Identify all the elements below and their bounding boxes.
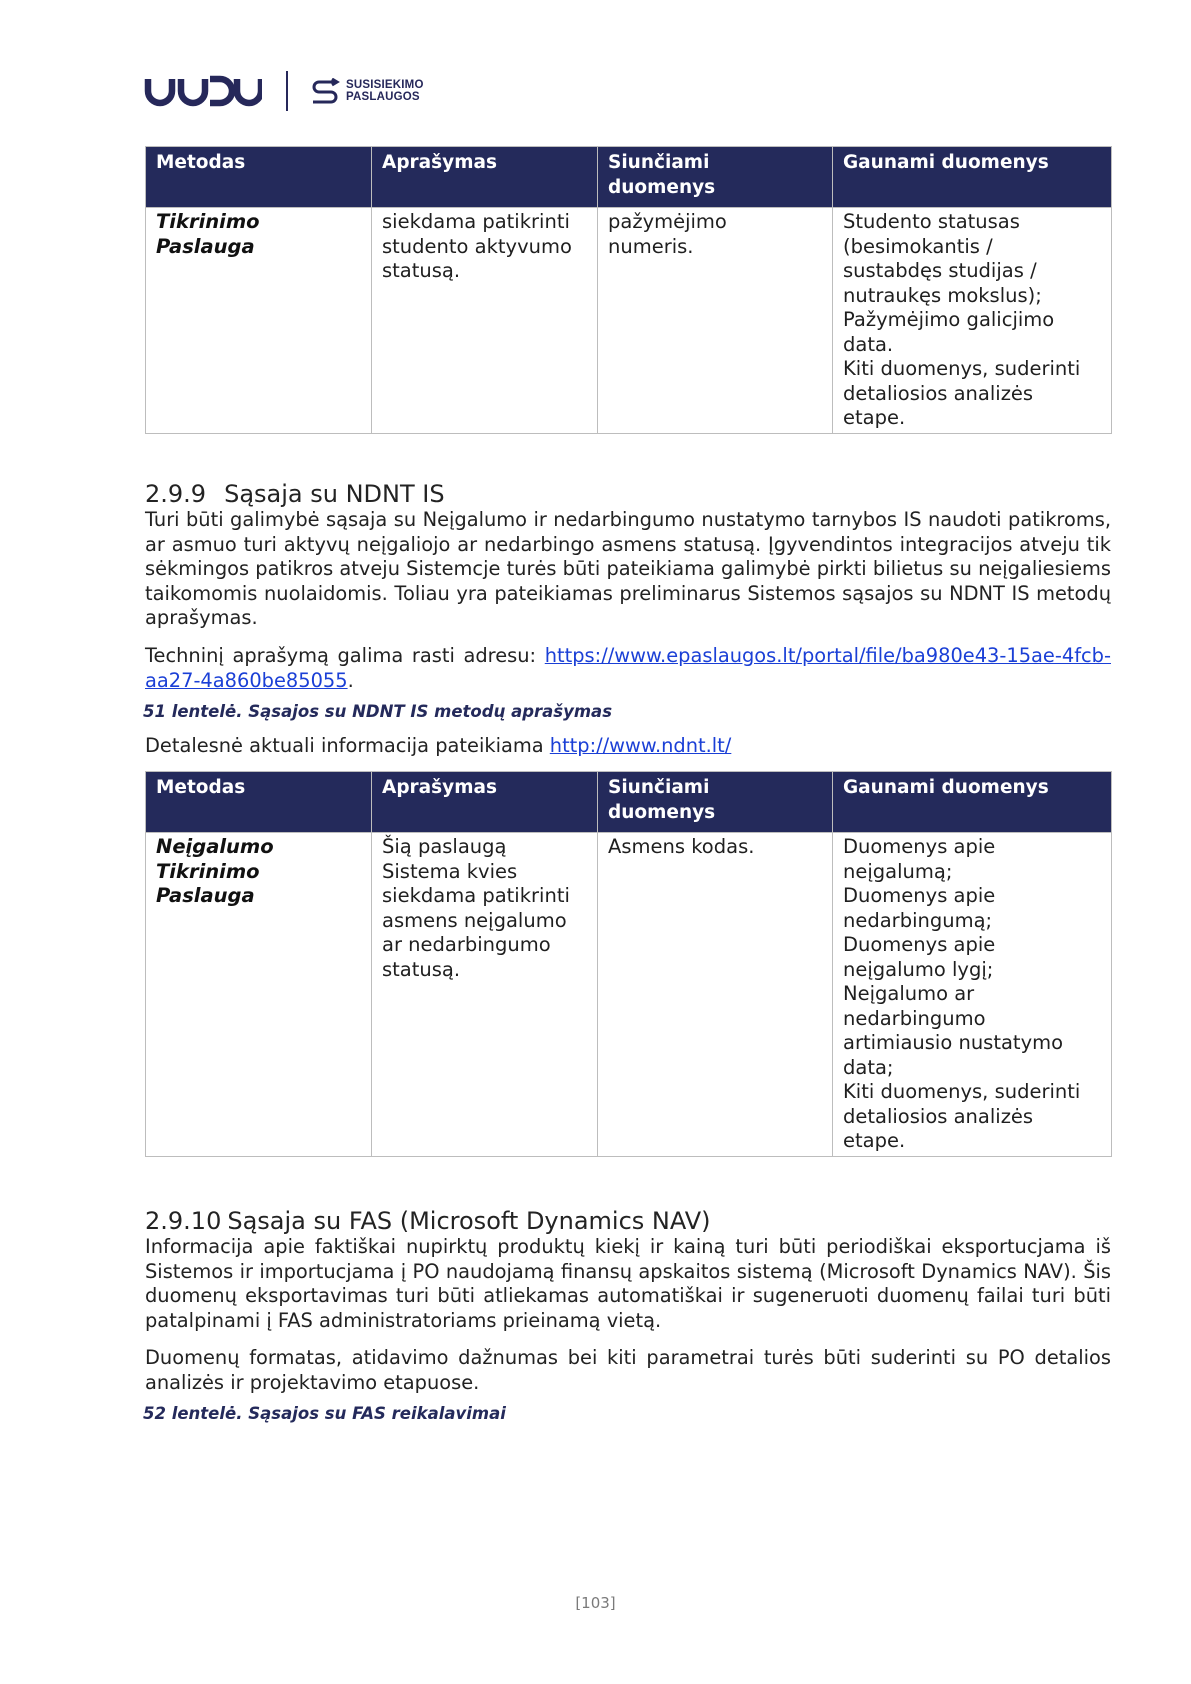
cell-method — [146, 833, 372, 1157]
cell-line: Sistema kvies — [382, 859, 518, 883]
ss-emblem-icon — [310, 78, 340, 104]
cell-line: neįgalumo lygį; — [843, 957, 994, 981]
section-number: 2.9.10 — [145, 1207, 222, 1235]
student-check-table — [145, 146, 1112, 434]
cell-line: studento aktyvumo — [382, 234, 572, 258]
tech-description-link[interactable]: https://www.epaslaugos.lt/portal/file/ba980e43-15ae-4fcb-aa27-4a860be85055 — [145, 644, 1111, 692]
tech-suffix: . — [347, 668, 354, 692]
cell-line: Šią paslaugą — [382, 835, 507, 858]
cell-line: sustabdęs studijas / — [843, 259, 1037, 282]
cell-line: data. — [843, 332, 894, 356]
cell-line: Neįgalumo — [156, 835, 274, 858]
logo-sub-line1: SUSISIEKIMO — [346, 79, 424, 91]
cell-line: Studento statusas — [843, 210, 1020, 233]
cell-description — [372, 833, 598, 1157]
table-row — [146, 833, 1112, 1157]
col-header-method: Metodas — [146, 772, 372, 833]
table-row — [146, 208, 1112, 434]
cell-description — [372, 208, 598, 434]
col-header-received: Gaunami duomenys — [833, 147, 1112, 208]
cell-line: pažymėjimo — [608, 210, 727, 233]
cell-line: siekdama patikrinti — [382, 884, 570, 907]
cell-line: etape. — [843, 406, 906, 429]
judu-logo — [144, 75, 262, 107]
cell-line: etape. — [843, 1129, 906, 1152]
cell-line: artimiausio nustatymo — [843, 1031, 1064, 1054]
susisiekimo-paslaugos-logo — [310, 78, 424, 104]
cell-line: asmens neįgalumo — [382, 908, 567, 932]
cell-line: Pažymėjimo galicjimo — [843, 308, 1055, 331]
ndnt-paragraph: Turi būti galimybė sąsaja su Neįgalumo ir nedarbingumo nustatymo tarnybos IS naudoti patikroms, ar asmuo turi aktyvų neįgaliojo ar nedarbingo asmens statusą. Įgyvendintos integracijos atveju tik sėkmingos patikros atveju Sistemcje turės būti pateikiama galimybė pirkti bilietus su neįgaliesiems taikomomis nuolaidomis. Toliau yra pateikiamas preliminarus Sistemos sąsajos su NDNT IS metodų aprašymas. — [145, 508, 1111, 629]
section-title: Sąsaja su NDNT IS — [224, 480, 445, 508]
col-header-description: Aprašymas — [372, 772, 598, 833]
cell-line: statusą. — [382, 957, 461, 981]
cell-line: Duomenys apie — [843, 884, 996, 907]
cell-sent — [598, 833, 833, 1157]
logo-sub-line2: PASLAUGOS — [346, 91, 420, 103]
cell-line: Duomenys apie — [843, 933, 996, 956]
col-header-sent: Siunčiami duomenys — [598, 772, 833, 833]
tech-prefix: Techninį aprašymą galima rasti adresu: — [145, 644, 545, 667]
detail-info-paragraph — [145, 734, 1111, 759]
section-heading-2-9-10 — [145, 1207, 711, 1235]
page-number: [103] — [575, 1594, 616, 1612]
cell-line: Tikrinimo — [156, 859, 260, 883]
col-header-description: Aprašymas — [372, 147, 598, 208]
cell-line: data; — [843, 1055, 894, 1079]
cell-line: ar nedarbingumo — [382, 933, 551, 956]
tech-description-paragraph — [145, 644, 1111, 693]
cell-line: Asmens kodas. — [608, 835, 755, 858]
section-heading-2-9-9 — [145, 480, 445, 508]
cell-line: nutraukęs mokslus); — [843, 283, 1042, 307]
section-title: Sąsaja su FAS (Microsoft Dynamics NAV) — [227, 1207, 711, 1235]
cell-received — [833, 833, 1112, 1157]
cell-sent — [598, 208, 833, 434]
table-caption-51: 51 lentelė. Sąsajos su NDNT IS metodų aprašymas — [143, 702, 613, 721]
cell-line: neįgalumą; — [843, 859, 953, 883]
section-number: 2.9.9 — [145, 480, 207, 508]
detail-prefix: Detalesnė aktuali informacija pateikiama — [145, 734, 550, 757]
cell-line: statusą. — [382, 259, 461, 282]
cell-line: Neįgalumo ar — [843, 982, 975, 1005]
cell-line: nedarbingumo — [843, 1006, 986, 1030]
fas-paragraph-2: Duomenų formatas, atidavimo dažnumas bei kiti parametrai turės būti suderinti su PO detalios analizės ir projektavimo etapuose. — [145, 1346, 1111, 1394]
page-header — [144, 68, 424, 114]
ndnt-methods-table — [145, 771, 1112, 1157]
col-header-received: Gaunami duomenys — [833, 772, 1112, 833]
cell-line: detaliosios analizės — [843, 1104, 1034, 1128]
cell-line: Kiti duomenys, suderinti — [843, 1080, 1081, 1103]
col-header-method: Metodas — [146, 147, 372, 208]
cell-line: nedarbingumą; — [843, 908, 993, 932]
cell-line: (besimokantis / — [843, 234, 993, 258]
col-header-sent: Siunčiami duomenys — [598, 147, 833, 208]
table-header-row — [146, 772, 1112, 833]
cell-line: Kiti duomenys, suderinti — [843, 357, 1081, 380]
cell-line: Paslauga — [156, 234, 255, 258]
cell-line: numeris. — [608, 234, 694, 258]
judu-wordmark-icon — [144, 75, 262, 107]
cell-line: Paslauga — [156, 884, 255, 907]
cell-line: Tikrinimo — [156, 210, 260, 233]
cell-line: Duomenys apie — [843, 835, 996, 858]
cell-received — [833, 208, 1112, 434]
logo-sub-text — [346, 79, 424, 103]
table-header-row — [146, 147, 1112, 208]
fas-paragraph-1: Informacija apie faktiškai nupirktų produktų kiekį ir kainą turi būti periodiškai eksportucjama iš Sistemos ir importucjama į PO naudojamą finansų apskaitos sistemą (Microsoft Dynamics NAV). Šis duomenų eksportavimas turi būti atliekamas automatiškai ir sugeneruoti duomenų failai turi būti patalpinami į FAS administratoriams prieinamą vietą. — [145, 1235, 1111, 1332]
table-caption-52: 52 lentelė. Sąsajos su FAS reikalavimai — [143, 1404, 506, 1423]
ndnt-website-link[interactable]: http://www.ndnt.lt/ — [549, 734, 732, 757]
cell-line: detaliosios analizės — [843, 381, 1034, 405]
logo-divider — [286, 71, 288, 111]
cell-line: siekdama patikrinti — [382, 210, 570, 233]
cell-method — [146, 208, 372, 434]
